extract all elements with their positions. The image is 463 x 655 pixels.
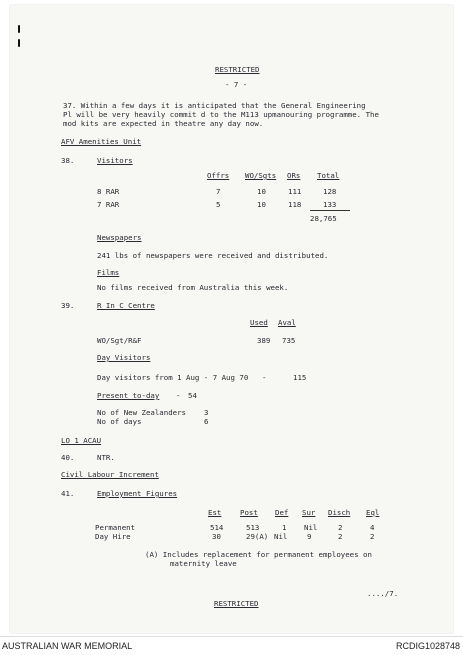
table-row-label: Day Hire — [95, 532, 131, 541]
table-row-label: 8 RAR — [97, 187, 120, 196]
page-number: - 7 - — [225, 80, 248, 89]
table-cell: 133 — [323, 200, 337, 209]
para-number: 39. — [61, 301, 75, 310]
table-cell: 10 — [257, 200, 266, 209]
archive-reference-id: RCDIG1028748 — [395, 641, 460, 651]
column-header: WO/Sgts — [245, 171, 277, 180]
table-row-label: No of New Zealanders — [97, 408, 186, 417]
para-37-line: 37. Within a few days it is anticipated that the General Engineering — [63, 101, 366, 110]
dash: - — [176, 391, 181, 400]
column-header: Def — [275, 508, 289, 517]
table-cell: 128 — [323, 187, 337, 196]
table-cell: 2 — [338, 532, 343, 541]
subsection-title: Visitors — [97, 156, 133, 165]
punch-hole-mark — [18, 39, 20, 47]
column-header: Post — [240, 508, 258, 517]
column-header: Sur — [302, 508, 316, 517]
section-heading: AFV Amenities Unit — [61, 137, 142, 146]
column-header: Used — [250, 318, 268, 327]
table-cell: 118 — [288, 200, 302, 209]
column-header: Aval — [278, 318, 296, 327]
table-cell: 111 — [288, 187, 302, 196]
subsection-title: R In C Centre — [97, 301, 155, 310]
total-rule — [310, 210, 350, 211]
column-header: Total — [317, 171, 340, 180]
dash: - — [262, 373, 267, 382]
document-page — [10, 5, 453, 633]
column-header: Disch — [328, 508, 351, 517]
table-cell: 5 — [216, 200, 221, 209]
table-cell: 735 — [282, 336, 296, 345]
table-cell: 30 — [212, 532, 221, 541]
classification-header: RESTRICTED — [215, 65, 260, 74]
archive-source-label: AUSTRALIAN WAR MEMORIAL — [2, 641, 133, 651]
paragraph-text: NTR. — [97, 453, 115, 462]
archive-caption-bar — [0, 636, 463, 655]
table-cell: 1 — [282, 523, 287, 532]
table-cell: 389 — [257, 336, 271, 345]
table-cell: 513 — [246, 523, 260, 532]
column-header: Est — [208, 508, 222, 517]
column-header: ORs — [287, 171, 301, 180]
column-header: Offrs — [207, 171, 230, 180]
subsection-title: Newspapers — [97, 233, 142, 242]
table-cell: 4 — [370, 523, 375, 532]
table-row-label: Permanent — [95, 523, 136, 532]
subsection-title: Day Visitors — [97, 353, 151, 362]
table-cell: 3 — [204, 408, 209, 417]
paragraph-text: No films received from Australia this week. — [97, 283, 289, 292]
table-row-label: No of days — [97, 417, 142, 426]
para-37-line: Pl will be very heavily commit d to the M113 upmanouring programme. The — [63, 110, 379, 119]
table-cell: 29(A) — [246, 532, 269, 541]
table-row-label: WO/Sgt/R&F — [97, 336, 142, 345]
table-cell: 7 — [216, 187, 221, 196]
table-cell: 2 — [338, 523, 343, 532]
table-cell: Nil — [274, 532, 288, 541]
grand-total: 28,765 — [310, 214, 337, 223]
subsection-title: Films — [97, 268, 120, 277]
para-37-line: mod kits are expected in theatre any day now. — [63, 119, 264, 128]
section-heading: LO 1 ACAU — [61, 436, 102, 445]
table-row-label: 7 RAR — [97, 200, 120, 209]
table-cell: Nil — [304, 523, 318, 532]
table-cell: 6 — [204, 417, 209, 426]
classification-footer: RESTRICTED — [214, 599, 259, 608]
table-cell: 9 — [307, 532, 312, 541]
section-heading: Civil Labour Increment — [61, 470, 159, 479]
day-visitors-value: 115 — [293, 373, 307, 382]
continuation-mark: ..../7. — [367, 589, 399, 598]
table-cell: 10 — [257, 187, 266, 196]
footnote-line: maternity leave — [170, 559, 237, 568]
paragraph-text: Day visitors from 1 Aug - 7 Aug 70 — [97, 373, 249, 382]
para-number: 38. — [61, 156, 75, 165]
para-number: 41. — [61, 489, 75, 498]
footnote-line: (A) Includes replacement for permanent employees on — [145, 550, 372, 559]
present-value: 54 — [188, 391, 197, 400]
table-cell: 514 — [210, 523, 224, 532]
para-number: 40. — [61, 453, 75, 462]
paragraph-text: 241 lbs of newspapers were received and distributed. — [97, 251, 329, 260]
present-label: Present to-day — [97, 391, 160, 400]
column-header: Eql — [366, 508, 380, 517]
table-cell: 2 — [370, 532, 375, 541]
subsection-title: Employment Figures — [97, 489, 178, 498]
punch-hole-mark — [18, 25, 20, 33]
